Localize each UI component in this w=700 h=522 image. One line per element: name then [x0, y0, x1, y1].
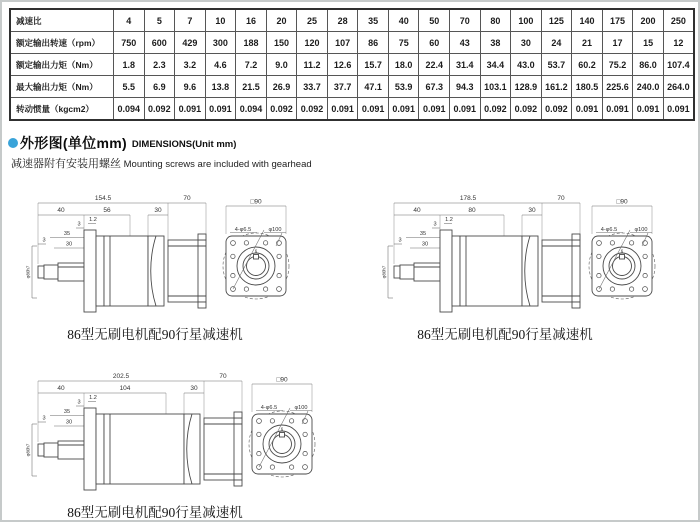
- motor-tab-bottom: [572, 302, 580, 308]
- dim-30: 30: [65, 241, 73, 248]
- shaft-section-25: [58, 263, 84, 281]
- dim-total: 154.5: [94, 195, 112, 202]
- row-label: 减速比: [10, 9, 114, 32]
- dim-corner-holes: 4-φ6.5: [600, 227, 618, 233]
- dim-3a: 3: [433, 221, 437, 228]
- table-cell: 120: [297, 32, 328, 54]
- table-cell: 161.2: [541, 76, 572, 98]
- table-cell: 0.092: [541, 98, 572, 121]
- table-cell: 7: [175, 9, 206, 32]
- dimension-drawing-1: [24, 190, 326, 343]
- table-cell: 188: [236, 32, 267, 54]
- table-cell: 4: [114, 9, 145, 32]
- dim-pilot-dia: φ80h7: [381, 265, 387, 279]
- shaft-section-20: [44, 265, 58, 279]
- table-cell: 225.6: [602, 76, 633, 98]
- table-cell: 21.5: [236, 76, 267, 98]
- table-cell: 60.2: [572, 54, 603, 76]
- flange-plate: [96, 236, 104, 306]
- dim-bolt-circle: φ100: [268, 227, 282, 233]
- dim-corner-holes: 4-φ6.5: [260, 405, 278, 411]
- table-cell: 2.3: [144, 54, 175, 76]
- dim-pilot-dia: φ80h7: [25, 443, 31, 457]
- dim-35: 35: [63, 231, 71, 237]
- table-cell: 18.0: [388, 54, 419, 76]
- section-subtitle-cn: 减速器附有安装用螺丝: [11, 158, 121, 170]
- table-cell: 53.9: [388, 76, 419, 98]
- table-cell: 107: [327, 32, 358, 54]
- keyway: [280, 433, 285, 438]
- keyway: [620, 255, 625, 260]
- dim-adapter: 30: [154, 207, 162, 214]
- table-cell: 13.8: [205, 76, 236, 98]
- table-cell: 22.4: [419, 54, 450, 76]
- table-row: [10, 76, 694, 98]
- dim-3a: 3: [77, 399, 81, 406]
- table-cell: 60: [419, 32, 450, 54]
- dim-corner-holes: 4-φ6.5: [234, 227, 252, 233]
- table-cell: 33.7: [297, 76, 328, 98]
- table-cell: 15: [633, 32, 664, 54]
- section-header: [8, 133, 236, 153]
- shaft-end: [38, 444, 44, 456]
- table-cell: 107.4: [663, 54, 694, 76]
- table-cell: 0.091: [450, 98, 481, 121]
- table-cell: 40: [388, 9, 419, 32]
- table-cell: 15.7: [358, 54, 389, 76]
- table-cell: 6.9: [144, 76, 175, 98]
- table-cell: 5: [144, 9, 175, 32]
- table-cell: 180.5: [572, 76, 603, 98]
- dim-shaft: 40: [57, 385, 65, 392]
- table-cell: 10: [205, 9, 236, 32]
- table-cell: 3.2: [175, 54, 206, 76]
- dim-motor: 70: [557, 195, 565, 202]
- table-cell: 43: [450, 32, 481, 54]
- table-cell: 17: [602, 32, 633, 54]
- table-cell: 7.2: [236, 54, 267, 76]
- section-subtitle-en: Mounting screws are included with gearhead: [121, 159, 312, 170]
- motor-body: [168, 240, 206, 302]
- dim-total: 202.5: [112, 373, 130, 380]
- dim-bolt-circle: φ100: [634, 227, 648, 233]
- table-row: [10, 32, 694, 54]
- dimension-drawing-3: [24, 368, 326, 521]
- table-cell: 300: [205, 32, 236, 54]
- motor-tab-top: [234, 412, 242, 418]
- shaft-section-25: [414, 263, 440, 281]
- dimension-drawing-2: [380, 190, 682, 343]
- dim-12: 1.2: [89, 217, 97, 223]
- table-cell: 1.8: [114, 54, 145, 76]
- dim-total: 178.5: [459, 195, 477, 202]
- table-cell: 31.4: [450, 54, 481, 76]
- d1-side-view: [38, 230, 206, 312]
- table-cell: 9.0: [266, 54, 297, 76]
- table-cell: 67.3: [419, 76, 450, 98]
- motor-body: [542, 240, 580, 302]
- table-cell: 200: [633, 9, 664, 32]
- table-cell: 80: [480, 9, 511, 32]
- dim-12: 1.2: [445, 217, 453, 223]
- dim-adapter: 30: [190, 385, 198, 392]
- table-cell: 24: [541, 32, 572, 54]
- output-flange: [84, 230, 96, 312]
- section-subtitle: [11, 155, 312, 171]
- dim-body: 104: [119, 385, 131, 392]
- flange-plate: [96, 414, 104, 484]
- table-cell: 0.092: [297, 98, 328, 121]
- table-cell: 0.092: [511, 98, 542, 121]
- table-cell: 75.2: [602, 54, 633, 76]
- table-cell: 0.094: [236, 98, 267, 121]
- motor-tab-bottom: [234, 480, 242, 486]
- table-cell: 86.0: [633, 54, 664, 76]
- dim-keyway: 6: [280, 426, 284, 432]
- drawing-3-caption: 86型无刷电机配90行星减速机: [67, 505, 243, 520]
- table-cell: 20: [266, 9, 297, 32]
- motor-tab-top: [572, 234, 580, 240]
- table-cell: 0.091: [205, 98, 236, 121]
- table-cell: 0.091: [602, 98, 633, 121]
- table-cell: 0.094: [114, 98, 145, 121]
- table-cell: 11.2: [297, 54, 328, 76]
- dim-square: □90: [616, 198, 628, 206]
- section-title-en: DIMENSIONS(Unit mm): [131, 139, 237, 150]
- dim-motor: 70: [183, 195, 191, 202]
- dim-12: 1.2: [89, 395, 97, 401]
- table-cell: 140: [572, 9, 603, 32]
- shaft-section-20: [400, 265, 414, 279]
- table-cell: 38: [480, 32, 511, 54]
- table-cell: 0.091: [358, 98, 389, 121]
- dim-square: □90: [250, 198, 262, 206]
- d3-front-view: [249, 377, 315, 478]
- shaft-section-20: [44, 443, 58, 457]
- shaft-section-25: [58, 441, 84, 459]
- gearbox-body: [104, 414, 184, 484]
- spec-table-body: [10, 9, 694, 120]
- gearbox-body: [460, 236, 522, 306]
- table-cell: 150: [266, 32, 297, 54]
- table-cell: 16: [236, 9, 267, 32]
- table-cell: 0.091: [419, 98, 450, 121]
- dim-30: 30: [65, 419, 73, 426]
- spec-table: [9, 8, 695, 121]
- table-cell: 53.7: [541, 54, 572, 76]
- table-cell: 4.6: [205, 54, 236, 76]
- dim-keyway: 6: [254, 248, 258, 254]
- table-cell: 429: [175, 32, 206, 54]
- dim-3a: 3: [77, 221, 81, 228]
- motor-tab-top: [198, 234, 206, 240]
- section-title-cn: 外形图(单位mm): [20, 135, 127, 151]
- table-row: [10, 98, 694, 121]
- dim-30: 30: [421, 241, 429, 248]
- table-cell: 125: [541, 9, 572, 32]
- dim-3b: 3: [42, 415, 46, 422]
- table-cell: 28: [327, 9, 358, 32]
- drawing-3-svg: [24, 368, 326, 500]
- drawing-2-svg: [380, 190, 682, 322]
- table-row: [10, 54, 694, 76]
- table-cell: 240.0: [633, 76, 664, 98]
- table-cell: 250: [663, 9, 694, 32]
- table-cell: 0.092: [480, 98, 511, 121]
- table-cell: 75: [388, 32, 419, 54]
- motor-body: [204, 418, 242, 480]
- shaft-end: [38, 266, 44, 278]
- table-cell: 12: [663, 32, 694, 54]
- dim-bolt-circle: φ100: [294, 405, 308, 411]
- row-label: 转动惯量（kgcm2）: [10, 98, 114, 121]
- table-row: [10, 9, 694, 32]
- output-flange: [84, 408, 96, 490]
- dim-square: □90: [276, 376, 288, 384]
- table-cell: 30: [511, 32, 542, 54]
- table-cell: 0.092: [266, 98, 297, 121]
- table-cell: 26.9: [266, 76, 297, 98]
- d1-front-view: [223, 199, 289, 300]
- table-cell: 47.1: [358, 76, 389, 98]
- dim-shaft: 40: [57, 207, 65, 214]
- table-cell: 103.1: [480, 76, 511, 98]
- table-cell: 0.091: [175, 98, 206, 121]
- table-cell: 0.091: [572, 98, 603, 121]
- table-cell: 12.6: [327, 54, 358, 76]
- dim-35: 35: [63, 409, 71, 415]
- dim-adapter: 30: [528, 207, 536, 214]
- table-cell: 50: [419, 9, 450, 32]
- table-cell: 175: [602, 9, 633, 32]
- table-cell: 21: [572, 32, 603, 54]
- table-cell: 25: [297, 9, 328, 32]
- flange-plate: [452, 236, 460, 306]
- dim-shaft: 40: [413, 207, 421, 214]
- motor-tab-bottom: [198, 302, 206, 308]
- output-flange: [440, 230, 452, 312]
- row-label: 额定输出转速（rpm）: [10, 32, 114, 54]
- table-cell: 0.091: [633, 98, 664, 121]
- dim-3b: 3: [42, 237, 46, 244]
- table-cell: 86: [358, 32, 389, 54]
- dim-pilot-dia: φ80h7: [25, 265, 31, 279]
- table-cell: 34.4: [480, 54, 511, 76]
- dim-35: 35: [419, 231, 427, 237]
- dim-3b: 3: [398, 237, 402, 244]
- table-cell: 0.091: [388, 98, 419, 121]
- shaft-end: [394, 266, 400, 278]
- table-cell: 70: [450, 9, 481, 32]
- table-cell: 0.092: [144, 98, 175, 121]
- dim-body: 80: [468, 207, 476, 214]
- bullet-icon: [8, 138, 18, 148]
- keyway: [254, 255, 259, 260]
- table-cell: 37.7: [327, 76, 358, 98]
- table-cell: 43.0: [511, 54, 542, 76]
- table-cell: 600: [144, 32, 175, 54]
- table-cell: 35: [358, 9, 389, 32]
- table-cell: 264.0: [663, 76, 694, 98]
- dim-motor: 70: [219, 373, 227, 380]
- table-cell: 94.3: [450, 76, 481, 98]
- row-label: 最大输出力矩（Nm）: [10, 76, 114, 98]
- gearbox-body: [104, 236, 148, 306]
- table-cell: 750: [114, 32, 145, 54]
- table-cell: 0.091: [663, 98, 694, 121]
- d2-front-view: [589, 199, 655, 300]
- table-cell: 0.091: [327, 98, 358, 121]
- dim-body: 56: [103, 207, 111, 214]
- drawing-1-caption: 86型无刷电机配90行星减速机: [67, 327, 243, 342]
- drawing-1-svg: [24, 190, 326, 322]
- table-cell: 128.9: [511, 76, 542, 98]
- table-cell: 5.5: [114, 76, 145, 98]
- dim-keyway: 6: [620, 248, 624, 254]
- table-cell: 9.6: [175, 76, 206, 98]
- table-cell: 100: [511, 9, 542, 32]
- row-label: 额定输出力矩（Nm）: [10, 54, 114, 76]
- drawing-2-caption: 86型无刷电机配90行星减速机: [417, 327, 593, 342]
